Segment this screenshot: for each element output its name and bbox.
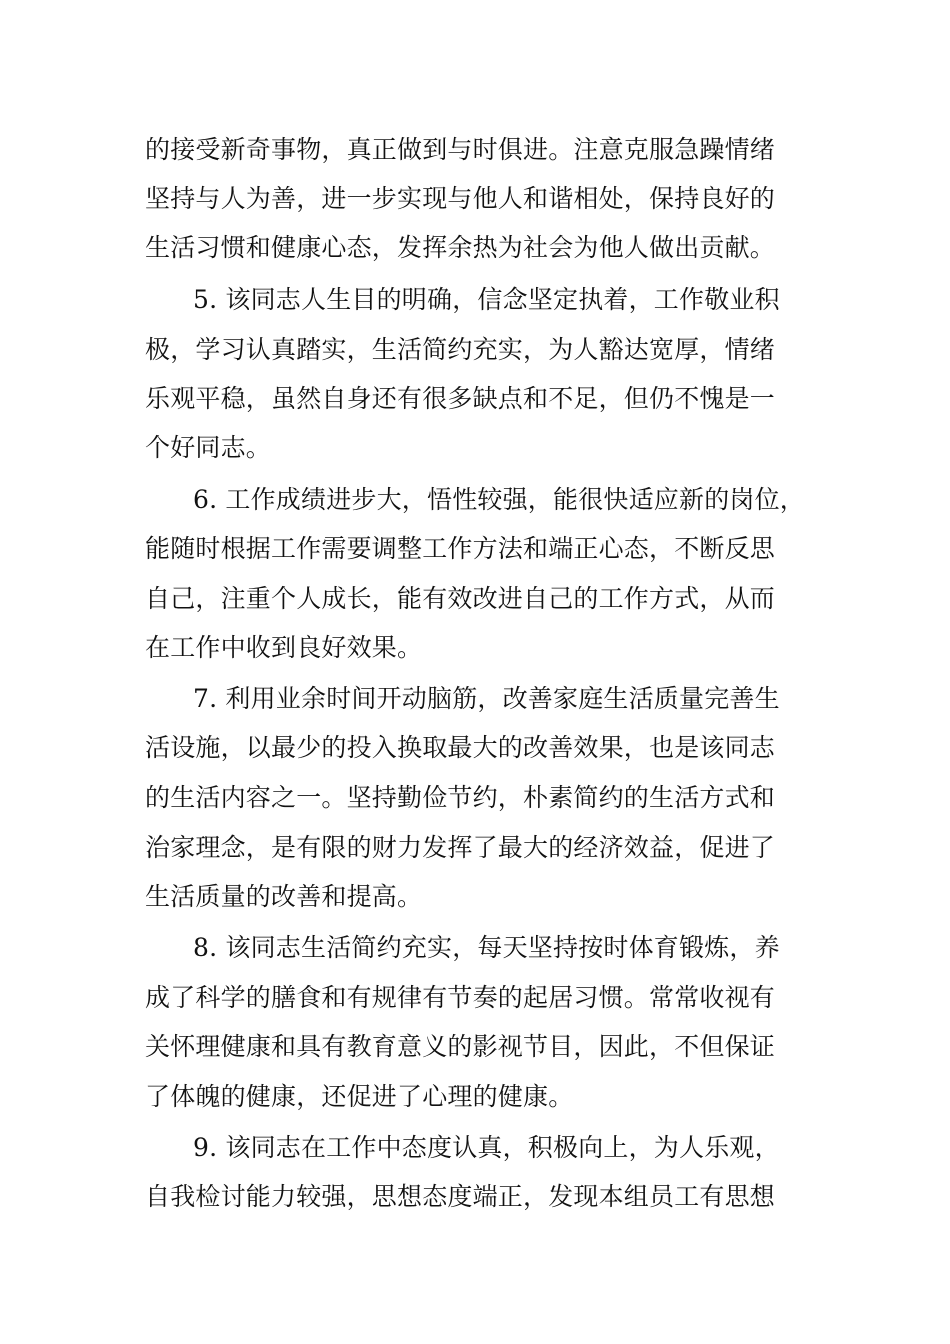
paragraph-8-first-line: 8. 该同志生活简约充实，每天坚持按时体育锻炼，养 <box>193 933 780 962</box>
text-line: 自我检讨能力较强，思想态度端正，发现本组员工有思想 <box>145 1182 776 1211</box>
text-line: 个好同志。 <box>145 433 272 462</box>
text-line: 在工作中收到良好效果。 <box>145 633 423 662</box>
text-line: 极，学习认真踏实，生活简约充实，为人豁达宽厚，情绪 <box>145 335 776 364</box>
paragraph-7-first-line: 7. 利用业余时间开动脑筋，改善家庭生活质量完善生 <box>193 684 780 713</box>
text-line: 关怀理健康和具有教育意义的影视节目，因此，不但保证 <box>145 1032 776 1061</box>
text-line: 了体魄的健康，还促进了心理的健康。 <box>145 1082 574 1111</box>
paragraph-9-first-line: 9. 该同志在工作中态度认真，积极向上，为人乐观， <box>193 1133 780 1162</box>
text-line: 生活习惯和健康心态，发挥余热为社会为他人做出贡献。 <box>145 233 776 262</box>
text-line: 治家理念，是有限的财力发挥了最大的经济效益，促进了 <box>145 833 776 862</box>
text-line: 成了科学的膳食和有规律有节奏的起居习惯。常常收视有 <box>145 983 776 1012</box>
paragraph-6-first-line: 6. 工作成绩进步大，悟性较强，能很快适应新的岗位， <box>193 485 806 514</box>
paragraph-5-first-line: 5. 该同志人生目的明确，信念坚定执着，工作敬业积 <box>193 285 780 314</box>
text-line: 自己，注重个人成长，能有效改进自己的工作方式，从而 <box>145 584 776 613</box>
text-line: 的生活内容之一。坚持勤俭节约，朴素简约的生活方式和 <box>145 783 776 812</box>
text-line: 活设施，以最少的投入换取最大的改善效果，也是该同志 <box>145 733 776 762</box>
text-line: 能随时根据工作需要调整工作方法和端正心态，不断反思 <box>145 534 776 563</box>
text-line: 的接受新奇事物，真正做到与时俱进。注意克服急躁情绪 <box>145 135 776 164</box>
text-line: 生活质量的改善和提高。 <box>145 882 423 911</box>
text-line: 坚持与人为善，进一步实现与他人和谐相处，保持良好的 <box>145 184 776 213</box>
text-line: 乐观平稳，虽然自身还有很多缺点和不足，但仍不愧是一 <box>145 384 776 413</box>
